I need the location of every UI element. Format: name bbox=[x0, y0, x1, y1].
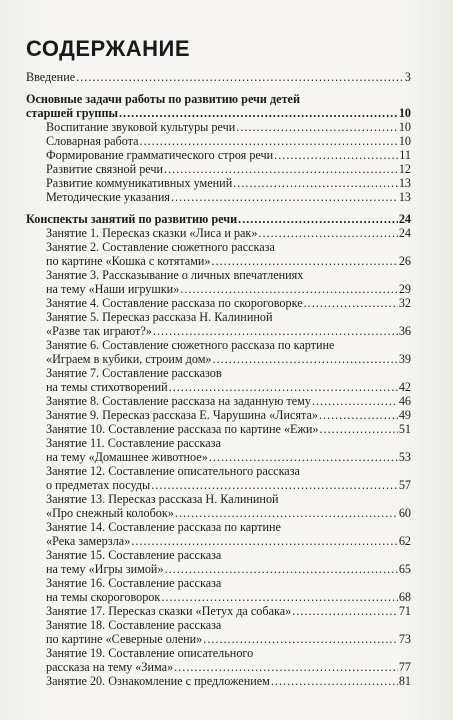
toc-entry-text: Занятие 1. Пересказ сказки «Лиса и рак» bbox=[46, 226, 258, 240]
toc-entry-text: Занятие 7. Составление рассказов bbox=[46, 366, 222, 380]
dot-leader bbox=[258, 226, 397, 240]
toc-entry-text: «Разве так играют?» bbox=[46, 324, 152, 338]
toc-page-number: 42 bbox=[398, 380, 411, 394]
dot-leader bbox=[203, 632, 398, 646]
toc-page-number: 36 bbox=[398, 324, 411, 338]
dot-leader bbox=[312, 394, 398, 408]
toc-page-number: 77 bbox=[398, 660, 411, 674]
toc-page-number: 73 bbox=[398, 632, 411, 646]
dot-leader bbox=[320, 422, 398, 436]
toc-entry-text: на тему «Игры зимой» bbox=[46, 562, 164, 576]
toc-entry bbox=[26, 422, 411, 436]
toc-entry bbox=[26, 120, 411, 134]
dot-leader bbox=[153, 324, 398, 338]
toc-entry-text: Занятие 4. Составление рассказа по скороговорке bbox=[46, 296, 303, 310]
toc-page-number: 11 bbox=[399, 148, 411, 162]
dot-leader bbox=[174, 660, 398, 674]
toc-entry-text: на тему «Домашнее животное» bbox=[46, 450, 208, 464]
toc-entry bbox=[26, 176, 411, 190]
toc-entry bbox=[26, 190, 411, 204]
toc-page-number: 39 bbox=[398, 352, 411, 366]
dot-leader bbox=[164, 162, 398, 176]
toc-entry-text: «Река замерзла» bbox=[46, 534, 131, 548]
toc-entry-text: «Играем в кубики, строим дом» bbox=[46, 352, 212, 366]
toc-entry-text: Формирование грамматического строя речи bbox=[46, 148, 274, 162]
toc-entry bbox=[26, 366, 411, 394]
toc-section-heading bbox=[26, 92, 411, 120]
toc-entry-text: Конспекты занятий по развитию речи bbox=[26, 212, 238, 226]
toc-entry bbox=[26, 548, 411, 576]
toc-page-number: 46 bbox=[398, 394, 411, 408]
toc-entry-text: Основные задачи работы по развитию речи детей bbox=[26, 92, 300, 106]
toc-entry-text: Занятие 17. Пересказ сказки «Петух да собака» bbox=[46, 604, 292, 618]
toc-entry bbox=[26, 226, 411, 240]
toc-entry-text: Занятие 16. Составление рассказа bbox=[46, 576, 222, 590]
toc-entry-text: Занятие 15. Составление рассказа bbox=[46, 548, 222, 562]
dot-leader bbox=[213, 352, 398, 366]
dot-leader bbox=[165, 562, 398, 576]
toc-page-number: 62 bbox=[398, 534, 411, 548]
dot-leader bbox=[209, 450, 398, 464]
toc-page-number: 32 bbox=[398, 296, 411, 310]
dot-leader bbox=[304, 296, 398, 310]
toc-entry-text: Занятие 14. Составление рассказа по картине bbox=[46, 520, 281, 534]
toc-entry bbox=[26, 148, 411, 162]
dot-leader bbox=[292, 604, 398, 618]
toc-page-number: 10 bbox=[398, 120, 411, 134]
toc-entry-text: на темы стихотворений bbox=[46, 380, 168, 394]
toc-entry bbox=[26, 520, 411, 548]
toc-entry bbox=[26, 296, 411, 310]
dot-leader bbox=[236, 120, 398, 134]
dot-leader bbox=[274, 148, 398, 162]
toc-page-number: 57 bbox=[398, 478, 411, 492]
toc-entry bbox=[26, 394, 411, 408]
toc-entry-text: старшей группы bbox=[26, 106, 118, 120]
toc-page-number: 26 bbox=[398, 254, 411, 268]
dot-leader bbox=[319, 408, 398, 422]
toc-page-number: 3 bbox=[404, 70, 411, 84]
toc-entry-text: Занятие 3. Рассказывание о личных впечатлениях bbox=[46, 268, 304, 282]
toc-entry-text: Занятие 18. Составление рассказа bbox=[46, 618, 222, 632]
toc-page-number: 71 bbox=[398, 604, 411, 618]
dot-leader bbox=[119, 106, 398, 120]
toc-entry bbox=[26, 338, 411, 366]
toc-entry bbox=[26, 162, 411, 176]
toc-entry bbox=[26, 674, 411, 688]
toc-entry-text: Введение bbox=[26, 70, 76, 84]
toc-entry-text: Занятие 10. Составление рассказа по картине «Ежи» bbox=[46, 422, 319, 436]
dot-leader bbox=[161, 590, 397, 604]
dot-leader bbox=[233, 176, 398, 190]
toc-entry-text: Занятие 8. Составление рассказа на заданную тему bbox=[46, 394, 311, 408]
toc-entry-text: по картине «Кошка с котятами» bbox=[46, 254, 211, 268]
dot-leader bbox=[76, 70, 404, 84]
toc-page-number: 12 bbox=[398, 162, 411, 176]
toc-page-number: 65 bbox=[398, 562, 411, 576]
toc-entry-text: Занятие 11. Составление рассказа bbox=[46, 436, 221, 450]
toc-entry-text: Занятие 19. Составление описательного bbox=[46, 646, 254, 660]
toc-page-number: 10 bbox=[398, 134, 411, 148]
toc-page-number: 13 bbox=[398, 190, 411, 204]
toc-entry bbox=[26, 310, 411, 338]
toc-entry-text: «Про снежный колобок» bbox=[46, 506, 174, 520]
toc-page-number: 51 bbox=[398, 422, 411, 436]
dot-leader bbox=[212, 254, 398, 268]
toc-entry bbox=[26, 436, 411, 464]
toc-entry bbox=[26, 604, 411, 618]
toc-entry-text: по картине «Северные олени» bbox=[46, 632, 203, 646]
dot-leader bbox=[140, 134, 398, 148]
dot-leader bbox=[151, 478, 398, 492]
section-gap bbox=[26, 84, 411, 92]
toc-entry-text: Занятие 12. Составление описательного рассказа bbox=[46, 464, 300, 478]
toc-entry-text: Занятие 2. Составление сюжетного рассказа bbox=[46, 240, 275, 254]
toc-page-number: 49 bbox=[398, 408, 411, 422]
toc-entry-text: Занятие 13. Пересказ рассказа Н. Калининой bbox=[46, 492, 279, 506]
dot-leader bbox=[175, 506, 398, 520]
toc-entry bbox=[26, 134, 411, 148]
toc-entry-text: о предметах посуды bbox=[46, 478, 151, 492]
toc-entry-text: Словарная работа bbox=[46, 134, 139, 148]
toc-entry bbox=[26, 464, 411, 492]
toc-entry-text: Занятие 9. Пересказ рассказа Е. Чарушина «Лисята» bbox=[46, 408, 318, 422]
page-title: СОДЕРЖАНИЕ bbox=[26, 36, 191, 61]
toc-page-number: 60 bbox=[398, 506, 411, 520]
toc-entry bbox=[26, 576, 411, 604]
toc-entry bbox=[26, 70, 411, 84]
dot-leader bbox=[271, 674, 398, 688]
toc-entry-text: Занятие 5. Пересказ рассказа Н. Калининой bbox=[46, 310, 273, 324]
dot-leader bbox=[171, 190, 398, 204]
toc-page-number: 24 bbox=[398, 212, 411, 226]
dot-leader bbox=[131, 534, 398, 548]
section-gap bbox=[26, 204, 411, 212]
toc-page-number: 13 bbox=[398, 176, 411, 190]
dot-leader bbox=[180, 282, 398, 296]
toc-page-number: 81 bbox=[398, 674, 411, 688]
toc-entry bbox=[26, 492, 411, 520]
toc-page-number: 29 bbox=[398, 282, 411, 296]
toc-page-number: 53 bbox=[398, 450, 411, 464]
toc-section-heading bbox=[26, 212, 411, 226]
toc-entry bbox=[26, 618, 411, 646]
toc-entry bbox=[26, 268, 411, 296]
toc-entry bbox=[26, 240, 411, 268]
toc-entry-text: Занятие 6. Составление сюжетного рассказа по картине bbox=[46, 338, 335, 352]
toc-entry-text: на тему «Наши игрушки» bbox=[46, 282, 180, 296]
table-of-contents bbox=[26, 70, 411, 688]
toc-entry-text: Воспитание звуковой культуры речи bbox=[46, 120, 236, 134]
toc-entry-text: рассказа на тему «Зима» bbox=[46, 660, 174, 674]
toc-page-number: 68 bbox=[398, 590, 411, 604]
dot-leader bbox=[169, 380, 398, 394]
toc-entry-text: на темы скороговорок bbox=[46, 590, 161, 604]
toc-entry-text: Развитие связной речи bbox=[46, 162, 164, 176]
toc-entry-text: Методические указания bbox=[46, 190, 170, 204]
toc-entry bbox=[26, 646, 411, 674]
toc-entry-text: Занятие 20. Ознакомление с предложением bbox=[46, 674, 270, 688]
toc-page-number: 10 bbox=[398, 106, 411, 120]
dot-leader bbox=[238, 212, 398, 226]
toc-entry-text: Развитие коммуникативных умений bbox=[46, 176, 233, 190]
toc-page-number: 24 bbox=[398, 226, 411, 240]
toc-entry bbox=[26, 408, 411, 422]
